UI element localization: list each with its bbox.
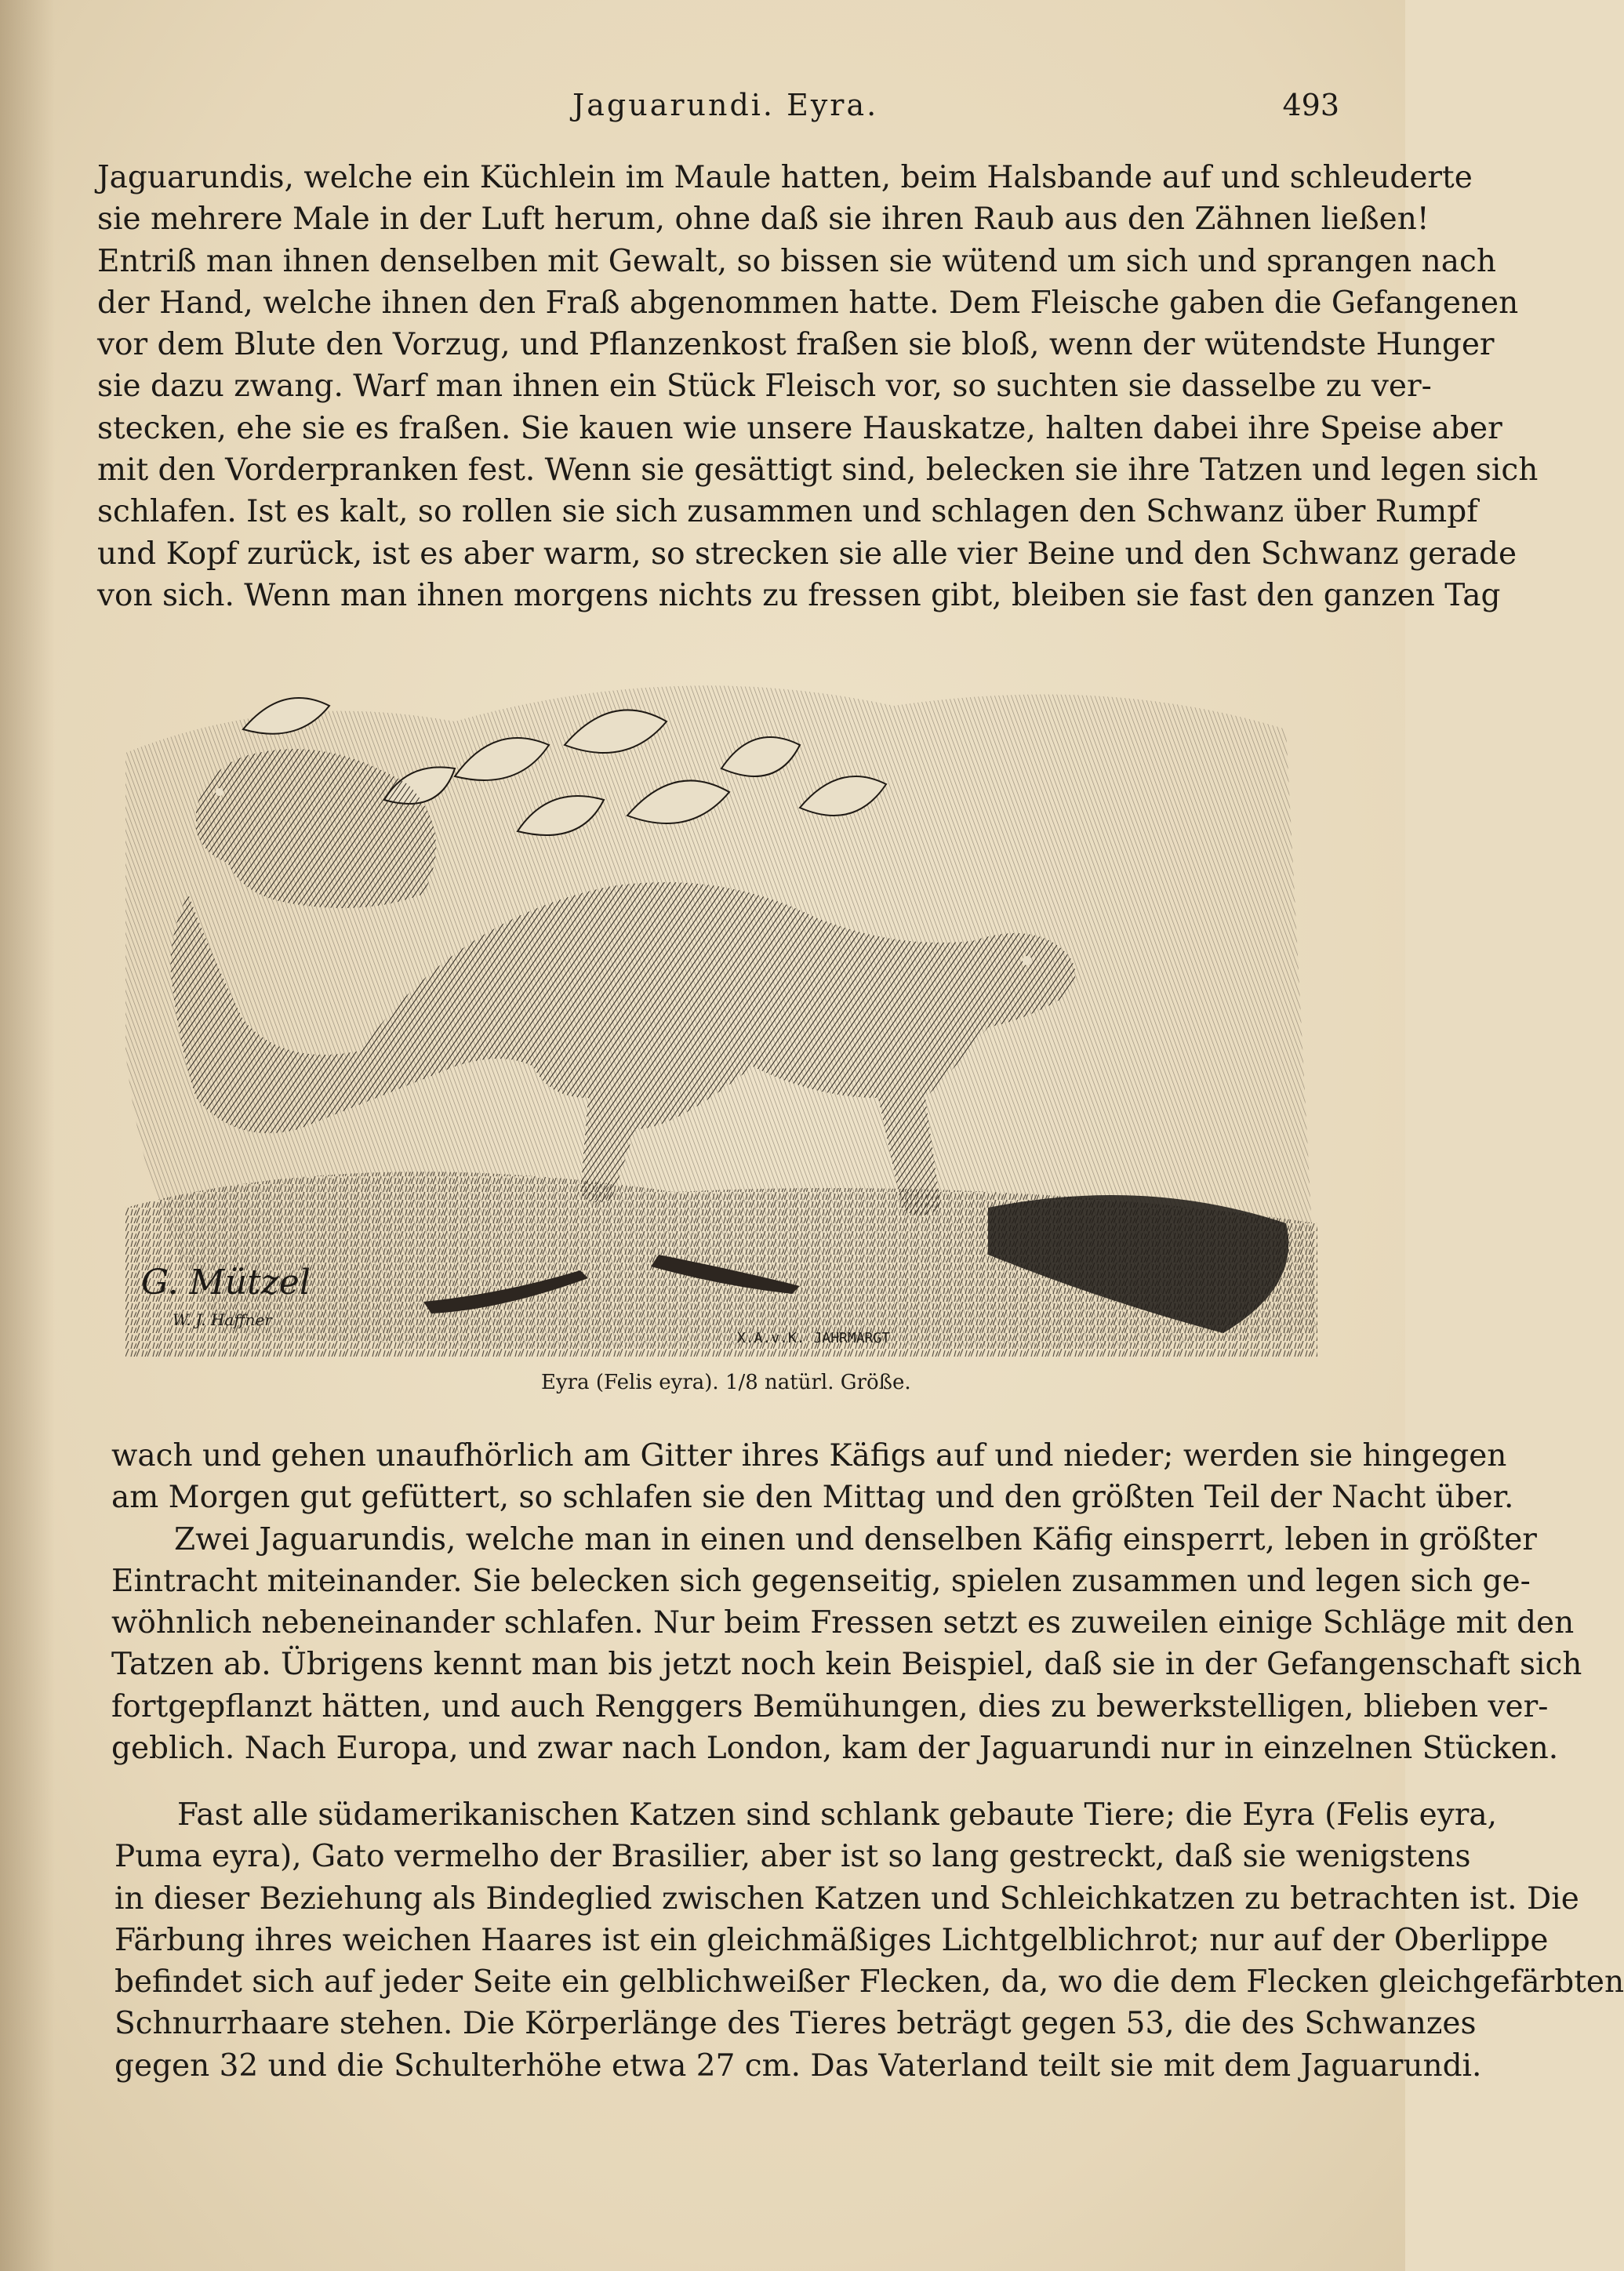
text-line: befindet sich auf jeder Seite ein gelblichweißer Flecken, da, wo die dem Flecken gleichgefärbten [114, 1964, 1624, 2000]
caption-name: Eyra (Felis eyra). [541, 1371, 719, 1394]
text-line: Jaguarundis, welche ein Küchlein im Maule hatten, beim Halsbande auf und schleuderte [97, 160, 1473, 195]
running-head: Jaguarundi. Eyra. [572, 88, 879, 122]
text-line: schlafen. Ist es kalt, so rollen sie sich zusammen und schlagen den Schwanz über Rumpf [97, 494, 1478, 530]
text-line: gegen 32 und die Schulterhöhe etwa 27 cm. Das Vaterland teilt sie mit dem Jaguarundi. [114, 2048, 1482, 2084]
text-line: Entriß man ihnen denselben mit Gewalt, so bissen sie wütend um sich und sprangen nach [97, 243, 1496, 279]
text-line: in dieser Beziehung als Bindeglied zwischen Katzen und Schleichkatzen zu betrachten ist. Die [114, 1880, 1579, 1917]
text-line: Eintracht miteinander. Sie belecken sich gegenseitig, spielen zusammen und legen sich ge- [111, 1563, 1531, 1599]
signature-left: G. Mützel [141, 1263, 311, 1303]
paragraph-continuation [97, 157, 1539, 616]
text-line: der Hand, welche ihnen den Fraß abgenommen hatte. Dem Fleische gaben die Gefangenen [97, 285, 1519, 321]
paragraph-eyra [114, 1794, 1624, 2087]
text-line: Zwei Jaguarundis, welche man in einen und denselben Käfig einsperrt, leben in größter [174, 1521, 1537, 1557]
text-line: Färbung ihres weichen Haares ist ein gleichmäßiges Lichtgelblichrot; nur auf der Oberlippe [114, 1922, 1549, 1958]
caption-scale: 1/8 natürl. Größe. [725, 1371, 911, 1394]
text-line: wach und gehen unaufhörlich am Gitter ihres Käfigs auf und nieder; werden sie hingegen [111, 1438, 1507, 1473]
text-line: Fast alle südamerikanischen Katzen sind schlank gebaute Tiere; die Eyra (Felis eyra, [177, 1797, 1498, 1833]
gutter-shadow [0, 0, 55, 2271]
text-line: am Morgen gut gefüttert, so schlafen sie den Mittag und den größten Teil der Nacht über. [111, 1480, 1514, 1516]
eyra-illustration [125, 659, 1317, 1357]
text-line: und Kopf zurück, ist es aber warm, so strecken sie alle vier Beine und den Schwanz gerade [97, 536, 1517, 572]
text-line: von sich. Wenn man ihnen morgens nichts zu fressen gibt, bleiben sie fast den ganzen Tag [97, 577, 1501, 613]
figure-caption [541, 1371, 933, 1394]
text-line: wöhnlich nebeneinander schlafen. Nur beim Fressen setzt es zuweilen einige Schläge mit den [111, 1605, 1575, 1641]
text-line: fortgepflanzt hätten, und auch Renggers Bemühungen, dies zu bewerkstelligen, blieben ver- [111, 1688, 1549, 1724]
text-line: vor dem Blute den Vorzug, und Pflanzenkost fraßen sie bloß, wenn der wütendste Hunger [97, 327, 1495, 363]
text-line: sie dazu zwang. Warf man ihnen ein Stück Fleisch vor, so suchten sie dasselbe zu ver- [97, 369, 1432, 405]
engraving-image [125, 659, 1317, 1357]
engraver-right: X.A.v.K. JAHRMARGT [737, 1330, 891, 1346]
text-line: stecken, ehe sie es fraßen. Sie kauen wie unsere Hauskatze, halten dabei ihre Speise aber [97, 410, 1502, 446]
paragraph-continuation-2 [111, 1435, 1582, 1769]
text-line: Schnurrhaare stehen. Die Körperlänge des Tieres beträgt gegen 53, die des Schwanzes [114, 2006, 1477, 2042]
text-line: Tatzen ab. Übrigens kennt man bis jetzt noch kein Beispiel, daß sie in der Gefangenschaft sich [111, 1647, 1582, 1683]
text-line: mit den Vorderpranken fest. Wenn sie gesättigt sind, belecken sie ihre Tatzen und legen sich [97, 452, 1539, 489]
text-line: sie mehrere Male in der Luft herum, ohne daß sie ihren Raub aus den Zähnen ließen! [97, 202, 1430, 238]
page-number: 493 [1282, 88, 1339, 122]
text-line: geblich. Nach Europa, und zwar nach London, kam der Jaguarundi nur in einzelnen Stücken. [111, 1731, 1559, 1767]
engraver-left: W. J. Haffner [173, 1310, 272, 1329]
text-line: Puma eyra), Gato vermelho der Brasilier, aber ist so lang gestreckt, daß sie wenigstens [114, 1839, 1471, 1875]
